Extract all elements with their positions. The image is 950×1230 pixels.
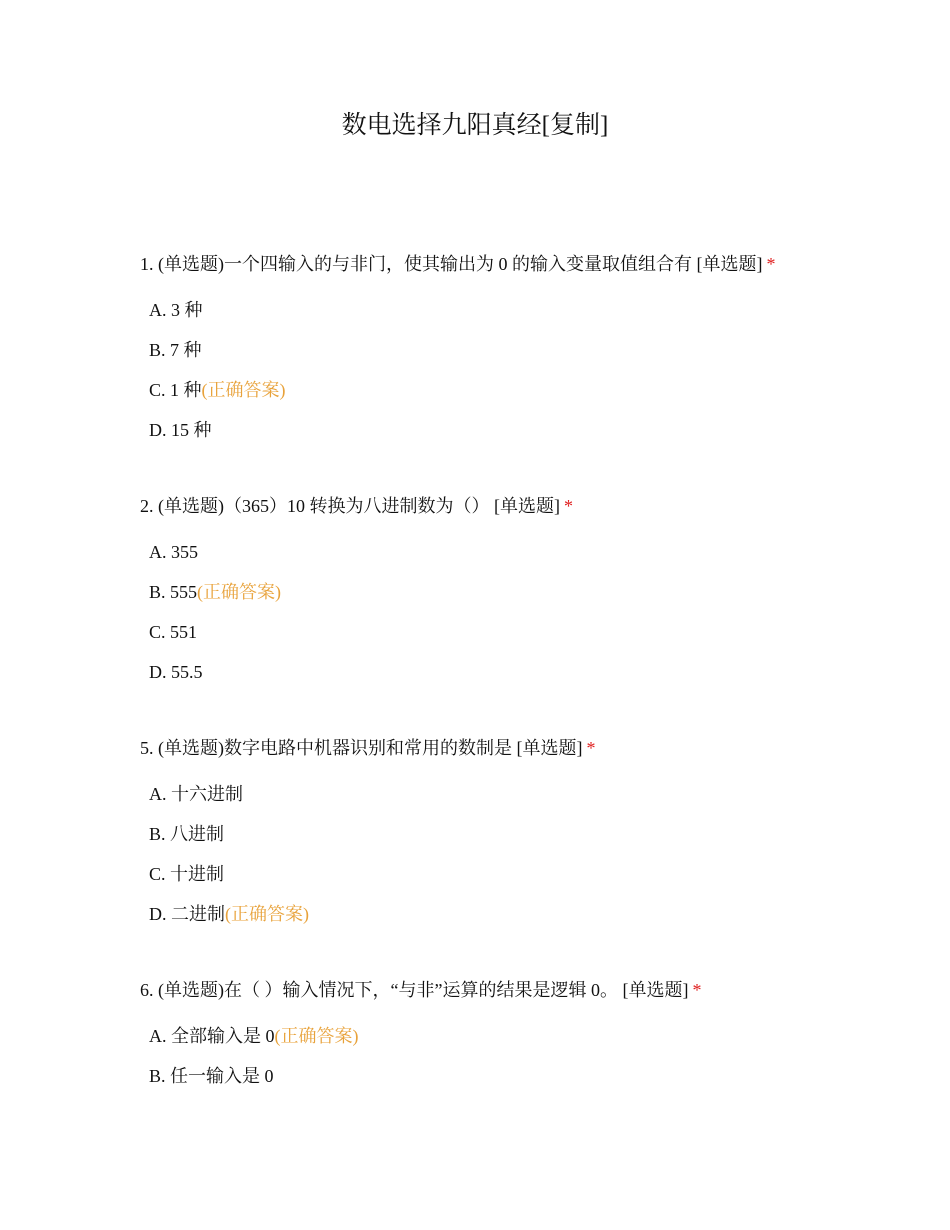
option-item <box>149 620 900 660</box>
option-item <box>149 338 900 378</box>
required-marker: * <box>692 980 702 1000</box>
option-item <box>149 540 900 580</box>
option-item <box>149 298 900 338</box>
option-item <box>149 902 900 942</box>
question-text <box>140 252 900 276</box>
correct-answer-marker: (正确答案) <box>197 582 282 602</box>
option-label: C. 1 种 <box>149 380 202 400</box>
question-label: 1. (单选题)一个四输入的与非门，使其输出为 0 的输入变量取值组合有 [单选题] <box>140 254 763 274</box>
question-label: 2. (单选题)（365）10 转换为八进制数为（） [单选题] <box>140 496 560 516</box>
question-block <box>140 494 900 700</box>
question-text <box>140 494 900 518</box>
option-label: A. 十六进制 <box>149 784 243 804</box>
document-title: 数电选择九阳真经[复制] <box>341 112 609 139</box>
option-label: B. 八进制 <box>149 824 225 844</box>
option-item <box>149 378 900 418</box>
question-label: 6. (单选题)在（ ）输入情况下，“与非”运算的结果是逻辑 0。 [单选题] <box>140 980 689 1000</box>
option-item <box>149 862 900 902</box>
option-item <box>149 782 900 822</box>
option-label: A. 全部输入是 0 <box>149 1026 275 1046</box>
option-list <box>140 1024 900 1104</box>
option-list <box>140 782 900 942</box>
question-label: 5. (单选题)数字电路中机器识别和常用的数制是 [单选题] <box>140 738 583 758</box>
option-label: D. 15 种 <box>149 420 212 440</box>
required-marker: * <box>586 738 596 758</box>
question-block <box>140 978 900 1104</box>
option-item <box>149 580 900 620</box>
option-item <box>149 822 900 862</box>
option-item <box>149 1024 900 1064</box>
option-label: A. 355 <box>149 542 198 562</box>
required-marker: * <box>766 254 776 274</box>
correct-answer-marker: (正确答案) <box>201 380 286 400</box>
question-text <box>140 736 900 760</box>
option-label: D. 二进制 <box>149 904 225 924</box>
option-label: B. 任一输入是 0 <box>149 1066 274 1086</box>
option-label: A. 3 种 <box>149 300 203 320</box>
question-text <box>140 978 900 1002</box>
correct-answer-marker: (正确答案) <box>274 1026 359 1046</box>
option-label: B. 7 种 <box>149 340 202 360</box>
correct-answer-marker: (正确答案) <box>225 904 309 924</box>
option-list <box>140 540 900 700</box>
option-label: C. 十进制 <box>149 864 225 884</box>
option-item <box>149 660 900 700</box>
question-block <box>140 736 900 942</box>
option-label: D. 55.5 <box>149 662 203 682</box>
option-label: B. 555 <box>149 582 198 602</box>
required-marker: * <box>563 496 573 516</box>
option-label: C. 551 <box>149 622 198 642</box>
question-block <box>140 252 900 458</box>
option-list <box>140 298 900 458</box>
option-item <box>149 1064 900 1104</box>
option-item <box>149 418 900 458</box>
